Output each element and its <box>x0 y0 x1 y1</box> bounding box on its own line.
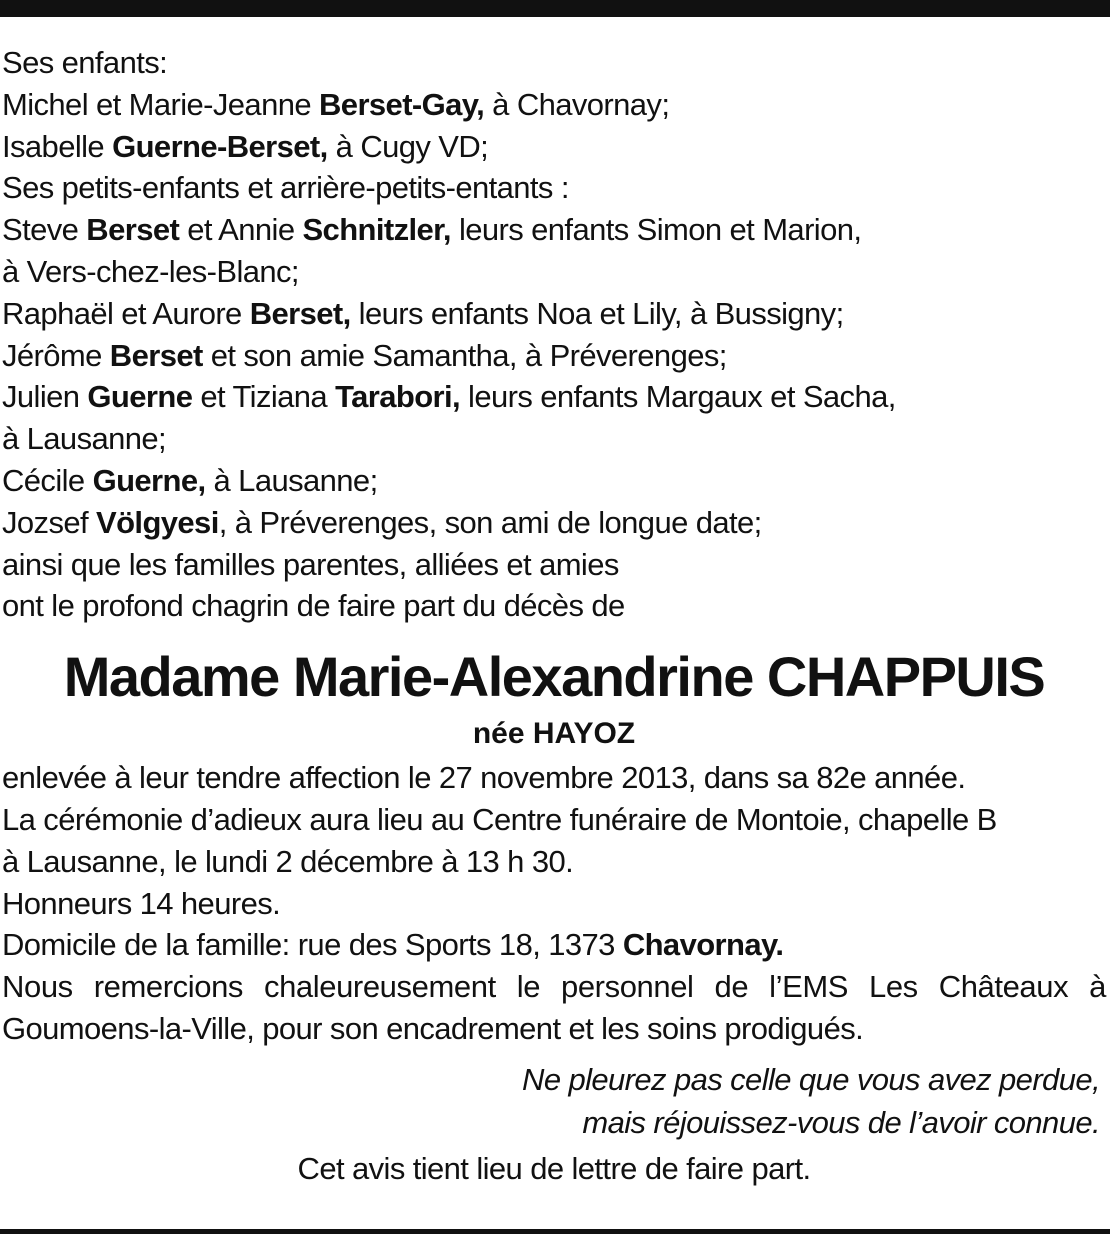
family-line: à Vers-chez-les-Blanc; <box>2 253 299 289</box>
thanks-line: Goumoens-la-Ville, pour son encadrement et les soins prodigués. <box>2 1010 864 1046</box>
family-line: ainsi que les familles parentes, alliées et amies <box>2 546 619 582</box>
birth-name: née HAYOZ <box>472 717 636 751</box>
detail-line: La cérémonie d’adieux aura lieu au Centre funéraire de Montoie, chapelle B <box>2 801 997 837</box>
family-line: ont le profond chagrin de faire part du décès de <box>2 588 625 624</box>
detail-line: enlevée à leur tendre affection le 27 novembre 2013, dans sa 82e année. <box>2 760 966 796</box>
family-line: Cécile Guerne, à Lausanne; <box>2 462 378 498</box>
bottom-rule <box>0 1229 1110 1234</box>
closing-line: Cet avis tient lieu de lettre de faire part. <box>297 1150 811 1186</box>
quote-line: Ne pleurez pas celle que vous avez perdue, <box>522 1061 1100 1097</box>
family-line: Jozsef Völgyesi, à Préverenges, son ami de longue date; <box>2 504 762 540</box>
family-line: Jérôme Berset et son amie Samantha, à Préverenges; <box>2 337 727 373</box>
family-line: Isabelle Guerne-Berset, à Cugy VD; <box>2 128 489 164</box>
detail-line: Honneurs 14 heures. <box>2 885 281 921</box>
quote-line: mais réjouissez-vous de l’avoir connue. <box>582 1104 1100 1140</box>
family-line: Raphaël et Aurore Berset, leurs enfants Noa et Lily, à Bussigny; <box>2 295 844 331</box>
thanks-line: Nous remercions chaleureusement le personnel de l’EMS Les Châteaux à <box>2 969 1106 1005</box>
detail-line: Domicile de la famille: rue des Sports 18, 1373 Chavornay. <box>2 927 784 963</box>
family-line: Ses enfants: <box>2 45 168 80</box>
deceased-name: Madame Marie-Alexandrine CHAPPUIS <box>63 645 1045 709</box>
top-rule <box>0 0 1110 17</box>
family-line: Ses petits-enfants et arrière-petits-entants : <box>2 170 569 206</box>
detail-line: à Lausanne, le lundi 2 décembre à 13 h 30. <box>2 843 574 879</box>
family-line: Julien Guerne et Tiziana Tarabori, leurs enfants Margaux et Sacha, <box>2 379 896 415</box>
family-line: Michel et Marie-Jeanne Berset-Gay, à Chavornay; <box>2 86 670 122</box>
family-line: à Lausanne; <box>2 421 167 457</box>
obituary-notice <box>2 42 1106 1192</box>
family-line: Steve Berset et Annie Schnitzler, leurs enfants Simon et Marion, <box>2 212 862 248</box>
